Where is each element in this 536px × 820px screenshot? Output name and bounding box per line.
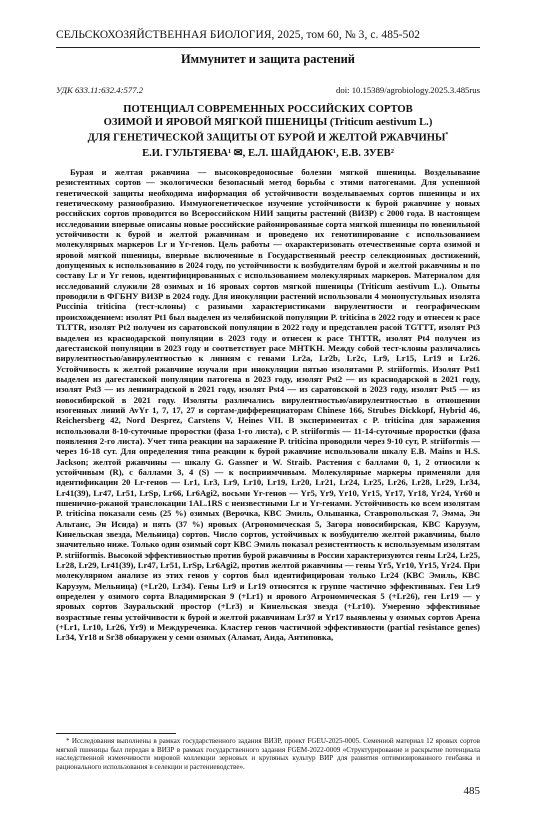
doi: doi: 10.15389/agrobiology.2025.3.485rus bbox=[336, 85, 480, 95]
title-footnote-mark: * bbox=[445, 132, 449, 139]
abstract-text: Бурая и желтая ржавчина — высоковредоносные болезни мягкой пшеницы. Возделывание резистентных сортов — экологически безопасный метод борьбы с этими патогенами. Для успешной генетической защиты необходима информация об устойчивости возделываемых сортов пшеницы и их генетическому разнообразию. Иммуногенетическое изучение устойчивости к бурой ржавчине у новых российских сортов проводится во Всероссийском НИИ защиты растений (ВИЗР) с 2000 года. В настоящем исследовании впервые описаны новые российские районированные сорта мягкой пшеницы по ювенильной устойчивости к бурой и желтой ржавчинам и проведено их генотипирование с использованием молекулярных маркеров Lr и Yr-генов. Цель работы — охарактеризовать отечественные сорта озимой и яровой мягкой пшеницы, впервые включенные в Государственный реестр селекционных достижений, допущенных к использованию в 2024 году, по устойчивости к возбудителям бурой и желтой ржавчины и по составу Lr и Yr генов, идентифицированных с использованием молекулярных маркеров. Материалом для исследований служили 28 озимых и 16 яровых сортов мягкой пшеницы (Triticum aestivum L.). Опыты проводили в ФГБНУ ВИЗР в 2024 году. Для инокуляции растений использовали 4 монопустульных изолята Puccinia triticina (тест-клоны) с разными характеристиками вирулентности и географическим происхождением: изолят Pt1 был выделен из челябинской популяции P. triticina в 2022 году и отнесен к расе TLTTR, изолят Pt2 получен из саратовской популяции в 2022 году и представлен расой TGTTT, изолят Pt3 выделен из краснодарской популяции в 2023 году и отнесен к расе THTTR, изолят Pt4 получен из дагестанской популяции в 2023 году и соответствует расе MHTKH. Между собой тест-клоны различались вирулентностью/авирулентностью к линиям с генами Lr2a, Lr2b, Lr2c, Lr9, Lr15, Lr19 и Lr26. Устойчивость к желтой ржавчине изучали при инокуляции пятью изолятами P. striiformis. Изолят Pst1 выделен из дагестанской популяции патогена в 2023 году, изолят Pst2 — из краснодарской в 2021 году, изолят Pst3 — из ленинградской в 2021 году, изолят Pst4 — из саратовской в 2023 году, изолят Pst5 — из новосибирской в 2021 году. Изоляты различались вирулентностью/авирулентностью в отношении изогенных линий AvYr 1, 7, 17, 27 и сортам-дифференциаторам Chinese 166, Strubes Dickkopf, Hybrid 46, Reichersberg 42, Nord Desprez, Carstens V, Heines VII. В экспериментах с P. triticina для заражения использовали 8-10-суточные проростки (фаза 1-го листа), с P. striiformis — 11-14-суточные проростки (фаза появления 2-го листа). Учет типа реакции на заражение P. triticina проводили через 9-10 сут, P. striiformis — через 16-18 сут. Для определения типа реакции к бурой ржавчине использовали шкалу E.B. Mains и H.S. Jackson; желтой ржавчины — шкалу G. Gassner и W. Straib. Растения с баллами 0, 1, 2 относили к устойчивым (R), с баллами 3, 4 (S) — к восприимчивым. Молекулярные маркеры применяли для идентификации 20 Lr-генов — Lr1, Lr3, Lr9, Lr10, Lr19, Lr20, Lr21, Lr24, Lr25, Lr26, Lr28, Lr29, Lr34, Lr41(39), Lr47, Lr51, LrSp, Lr66, Lr6Agi2, восьми Yr-генов — Yr5, Yr9, Yr10, Yr15, Yr17, Yr18, Yr24, Yr60 и пшенично-ржаной транслокации 1AL.1RS с неизвестными Lr и Yr-генами. Устойчивость ко всем изолятам P. triticina показали семь (25 %) озимых (Верочка, КВС Эмиль, Ольшанка, Ставропольская 7, Эмма, Эн Альтаис, Эн Исида) и пять (37 %) яровых (Агрономическая 5, Загора новосибирская, КВС Карузум, Кинельская звезда, Мельница) сортов. Число сортов, устойчивых к возбудителю желтой ржавчины, было значительно ниже. Только один озимый сорт КВС Эмиль показал резистентность к используемым изолятам P. striiformis. Высокой эффективностью против бурой ржавчины в России характеризуются гены Lr24, Lr25, Lr28, Lr29, Lr41(39), Lr47, Lr51, LrSp, Lr6Agi2, против желтой ржавчины — гены Yr5, Yr10, Yr15, Yr24. При молекулярном анализе из этих генов у сортов был идентифицирован только Lr24 (КВС Эмиль, КВС Карузум, Мельница) (+Lr20, Lr34). Гены Lr9 и Lr19 относятся к группе частично эффективных. Ген Lr9 определен у озимого сорта Владимирская 9 (+Lr1) и ярового Агрономическая 5 (+Lr26), ген Lr19 — у яровых сортов Зауральский простор (+Lr3) и Кинельская звезда (+Lr10). Умеренно эффективные возрастные гены устойчивости к бурой и желтой ржавчинам Lr37 и Yr17 выявлены у озимых сортов Арена (+Lr1, Lr10, Lr26, Yr9) и Междуреченка. Кластер генов частичной эффективности (partial resistance genes) Lr34, Yr18 и Sr38 обнаружен у семи озимых (Аламат, Аида, Антиповка, bbox=[56, 167, 480, 643]
section-rubric: Иммунитет и защита растений bbox=[181, 52, 355, 66]
page-number: 485 bbox=[463, 785, 480, 797]
udc-code: УДК 633.11:632.4:577.2 bbox=[56, 85, 144, 95]
title-line-1: ПОТЕНЦИАЛ СОВРЕМЕННЫХ РОССИЙСКИХ СОРТОВ bbox=[123, 104, 413, 115]
running-head: СЕЛЬСКОХОЗЯЙСТВЕННАЯ БИОЛОГИЯ, 2025, том 60, № 3, с. 485-502 bbox=[56, 29, 421, 41]
article-meta bbox=[56, 85, 480, 95]
footnote bbox=[56, 737, 480, 771]
title-line-2: ОЗИМОЙ И ЯРОВОЙ МЯГКОЙ ПШЕНИЦЫ (Triticum aestivum L.) bbox=[103, 116, 433, 128]
header-rule bbox=[56, 47, 480, 48]
article-title bbox=[56, 104, 480, 145]
footnote-text: * Исследования выполнены в рамках государственного задания ВИЗР, проект FGEU-2025-0005. Семенной материал 12 яровых сортов мягкой пшеницы был передан в ВИЗР в рамках государственного задания FGEM-2022-0009 «Структурирование и раскрытие потенциала наследственной изменчивости мировой коллекции зерновых и крупяных культур ВИР для развития оптимизированного генбанка и рационального использования в селекции и растениеводстве». bbox=[56, 737, 480, 771]
abstract bbox=[56, 167, 480, 643]
authors: Е.И. ГУЛЬТЯЕВА¹ ✉, Е.Л. ШАЙДАЮК¹, Е.В. ЗУЕВ² bbox=[142, 148, 394, 159]
title-line-3-text: ДЛЯ ГЕНЕТИЧЕСКОЙ ЗАЩИТЫ ОТ БУРОЙ И ЖЕЛТОЙ РЖАВЧИНЫ bbox=[87, 132, 446, 144]
title-line-3 bbox=[56, 129, 480, 145]
footnote-rule bbox=[56, 733, 176, 734]
